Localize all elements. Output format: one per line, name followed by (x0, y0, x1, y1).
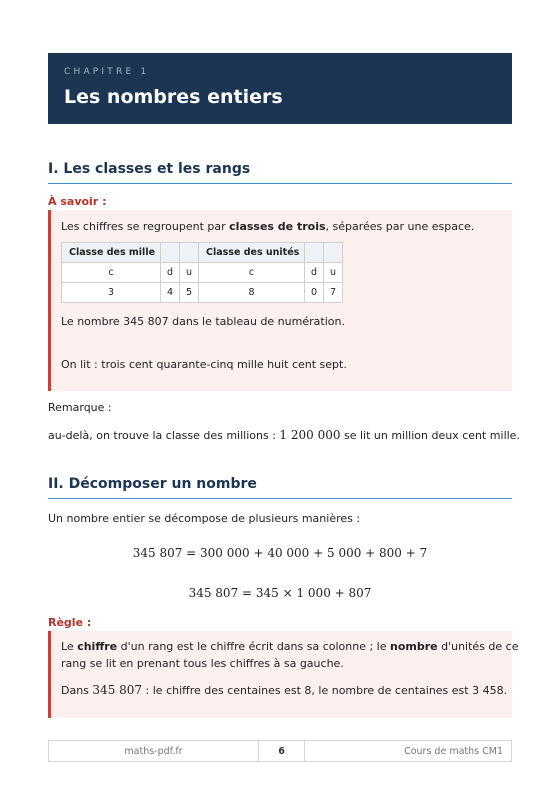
formula-multiplicative: 345 807 = 345 × 1 000 + 807 (188, 586, 372, 600)
table-header-row (62, 243, 343, 263)
remark-label: Remarque : (48, 401, 112, 414)
table-row (62, 263, 343, 283)
table-caption: Le nombre 345 807 dans le tableau de numération. (61, 315, 345, 328)
classes-de-trois-emphasis: classes de trois (229, 220, 326, 233)
footer-page-number: 6 (259, 741, 305, 761)
table-header-cell: Classe des unités (199, 243, 305, 263)
table-row (62, 283, 343, 303)
million-number: 1 200 000 (279, 428, 341, 442)
rule-line-2: rang se lit en prenant tous les chiffres à sa gauche. (61, 657, 344, 670)
formula-additive: 345 807 = 300 000 + 40 000 + 5 000 + 800 + 7 (132, 546, 428, 560)
numeration-table (61, 242, 343, 303)
table-header-cell (324, 243, 343, 263)
table-cell: d (161, 263, 180, 283)
table-cell: u (180, 263, 199, 283)
reading-text: On lit : trois cent quarante-cinq mille huit cent sept. (61, 358, 347, 371)
table-cell: 0 (305, 283, 324, 303)
callout-intro: Les chiffres se regroupent par classes de trois, séparées par une espace. (61, 220, 475, 233)
regle-label: Règle : (48, 616, 92, 629)
table-cell: 5 (180, 283, 199, 303)
page-footer (48, 740, 512, 762)
chapter-header (48, 53, 512, 124)
a-savoir-label: À savoir : (48, 195, 107, 208)
table-cell: d (305, 263, 324, 283)
footer-course: Cours de maths CM1 (404, 745, 503, 757)
table-cell: 8 (199, 283, 305, 303)
chapter-label: CHAPITRE 1 (64, 67, 150, 77)
chapter-title: Les nombres entiers (64, 86, 283, 108)
table-header-cell: Classe des mille (62, 243, 161, 263)
table-cell: u (324, 263, 343, 283)
table-cell: 7 (324, 283, 343, 303)
rule-example: Dans 345 807 : le chiffre des centaines est 8, le nombre de centaines est 3 458. (61, 683, 508, 697)
table-cell: 4 (161, 283, 180, 303)
section-title-classes: I. Les classes et les rangs (48, 161, 512, 184)
table-cell: c (199, 263, 305, 283)
decomposition-intro: Un nombre entier se décompose de plusieurs manières : (48, 512, 361, 525)
remark-text: au-delà, on trouve la classe des millions : 1 200 000 se lit un million deux cent mille. (48, 428, 520, 442)
footer-site: maths-pdf.fr (49, 741, 259, 761)
rule-line-1: Le chiffre d'un rang est le chiffre écrit dans sa colonne ; le nombre d'unités de ce (61, 640, 519, 653)
table-header-cell (180, 243, 199, 263)
table-cell: 3 (62, 283, 161, 303)
table-header-cell (305, 243, 324, 263)
section-title-decomposer: II. Décomposer un nombre (48, 476, 512, 499)
table-cell: c (62, 263, 161, 283)
table-header-cell (161, 243, 180, 263)
